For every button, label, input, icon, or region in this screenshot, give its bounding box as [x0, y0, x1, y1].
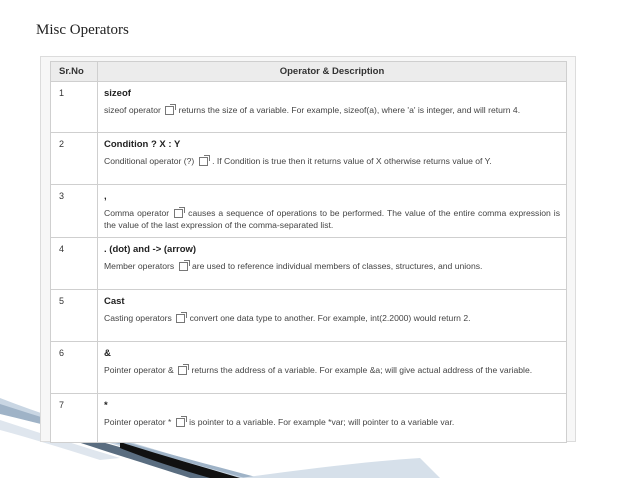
header-operator-description: Operator & Description: [98, 62, 567, 82]
operator-description: [104, 364, 560, 376]
row-number: 4: [51, 238, 98, 290]
slide-title: Misc Operators: [36, 22, 129, 38]
table-row: [51, 82, 567, 133]
operator-link[interactable]: sizeof operator: [104, 105, 161, 115]
operator-description: [104, 260, 560, 272]
operator-name: *: [104, 400, 108, 411]
operator-link[interactable]: Member operators: [104, 261, 175, 271]
table-row: [51, 394, 567, 443]
operator-text: are used to reference individual members of classes, structures, and unions.: [192, 261, 483, 271]
operator-description: [104, 416, 560, 428]
row-description: [98, 342, 567, 394]
table-row: [51, 185, 567, 238]
row-number: 2: [51, 133, 98, 185]
external-link-icon[interactable]: [165, 106, 174, 115]
row-number: 6: [51, 342, 98, 394]
external-link-icon[interactable]: [176, 418, 185, 427]
operators-table: [50, 61, 567, 443]
operator-name: Cast: [104, 296, 125, 307]
operator-description: [104, 104, 560, 116]
row-number: 5: [51, 290, 98, 342]
header-sr-no: Sr.No: [51, 62, 98, 82]
external-link-icon[interactable]: [179, 262, 188, 271]
operator-name: Condition ? X : Y: [104, 139, 181, 150]
operator-description: [104, 312, 560, 324]
row-description: [98, 394, 567, 443]
operator-name: &: [104, 348, 111, 359]
operator-text: . If Condition is true then it returns value of X otherwise returns value of Y.: [212, 156, 492, 166]
operator-description: [104, 155, 560, 167]
operator-name: sizeof: [104, 88, 131, 99]
operator-text: is pointer to a variable. For example *var; will pointer to a variable var.: [189, 417, 455, 427]
operator-description: [104, 207, 560, 231]
table-header-row: [51, 62, 567, 82]
row-number: 7: [51, 394, 98, 443]
operator-text: returns the address of a variable. For example &a; will give actual address of the variable.: [191, 365, 533, 375]
operator-text: returns the size of a variable. For example, sizeof(a), where 'a' is integer, and will return 4.: [178, 105, 521, 115]
external-link-icon[interactable]: [199, 157, 208, 166]
row-description: [98, 185, 567, 238]
row-description: [98, 82, 567, 133]
table-row: [51, 133, 567, 185]
row-description: [98, 133, 567, 185]
operator-text: causes a sequence of operations to be performed. The value of the entire comma expression is the value of the last expression of the comma-separated list.: [104, 208, 561, 230]
row-description: [98, 238, 567, 290]
operator-link[interactable]: Pointer operator &: [104, 365, 174, 375]
external-link-icon[interactable]: [176, 314, 185, 323]
operator-name: . (dot) and -> (arrow): [104, 244, 197, 255]
row-description: [98, 290, 567, 342]
external-link-icon[interactable]: [178, 366, 187, 375]
table-row: [51, 342, 567, 394]
operator-name: ,: [104, 191, 107, 202]
table-row: [51, 290, 567, 342]
row-number: 1: [51, 82, 98, 133]
external-link-icon[interactable]: [174, 209, 183, 218]
row-number: 3: [51, 185, 98, 238]
operator-link[interactable]: Casting operators: [104, 313, 172, 323]
operators-table-container: [40, 56, 576, 442]
table-row: [51, 238, 567, 290]
operator-text: convert one data type to another. For example, int(2.2000) would return 2.: [189, 313, 471, 323]
operator-link[interactable]: Comma operator: [104, 208, 170, 218]
operator-link[interactable]: Pointer operator *: [104, 417, 172, 427]
operator-link[interactable]: Conditional operator (?): [104, 156, 195, 166]
